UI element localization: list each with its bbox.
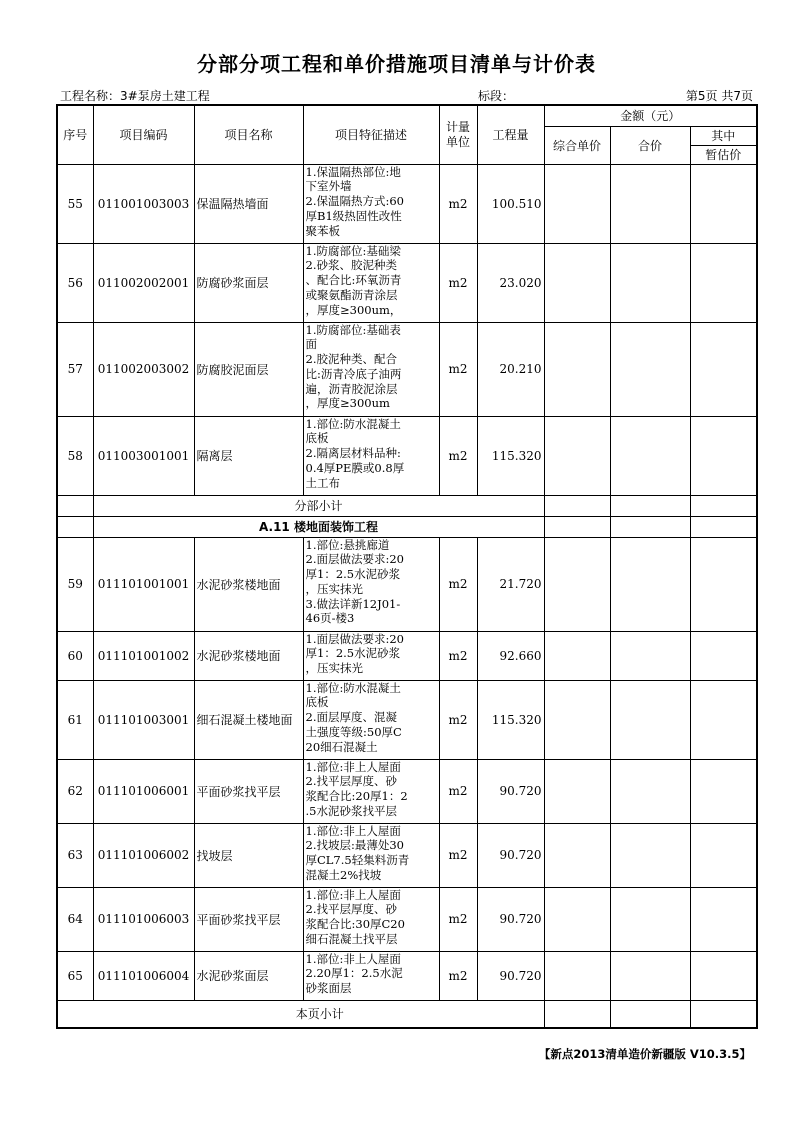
cell-code: 011003001001 <box>93 416 194 495</box>
cell-provisional <box>690 951 757 1000</box>
cell-desc <box>303 164 439 243</box>
table-row <box>57 164 757 243</box>
desc-line: 土工布 <box>305 475 340 490</box>
cell-seq: 64 <box>57 887 93 951</box>
cell-seq: 60 <box>57 631 93 680</box>
cell-total <box>610 951 690 1000</box>
cell-qty: 92.660 <box>477 631 544 680</box>
cell-qty: 115.320 <box>477 680 544 759</box>
cell-provisional <box>690 243 757 322</box>
desc-line: 、配合比:环氧沥青 <box>305 273 402 288</box>
desc-line: 1.面层做法要求:20 <box>305 631 404 646</box>
table-row <box>57 951 757 1000</box>
col-header-desc: 项目特征描述 <box>303 105 439 164</box>
cell-unit: m2 <box>439 416 477 495</box>
cell-name: 找坡层 <box>194 823 303 887</box>
software-footer: 【新点2013清单造价新疆版 V10.3.5】 <box>538 1047 751 1061</box>
cell-unit-price <box>544 416 610 495</box>
cell-provisional <box>690 631 757 680</box>
cell-provisional <box>690 680 757 759</box>
cell-provisional <box>690 322 757 416</box>
cell-provisional <box>690 164 757 243</box>
desc-line: 2.找平层厚度、砂 <box>305 774 397 789</box>
desc-line: 2.胶泥种类、配合 <box>305 352 397 367</box>
cell-unit: m2 <box>439 322 477 416</box>
cell-unit: m2 <box>439 951 477 1000</box>
desc-line: 1.保温隔热部位:地 <box>305 164 401 179</box>
cell-provisional <box>690 537 757 631</box>
cell-code: 011002002001 <box>93 243 194 322</box>
col-header-qty: 工程量 <box>477 105 544 164</box>
cell-desc <box>303 243 439 322</box>
project-name: 工程名称：3#泵房土建工程 <box>60 89 210 103</box>
table-body-part2 <box>57 537 757 1000</box>
cell-code: 011101006003 <box>93 887 194 951</box>
cell-code: 011101003001 <box>93 680 194 759</box>
section-header-label: A.11 楼地面装饰工程 <box>93 516 544 537</box>
cell-name: 水泥砂浆楼地面 <box>194 631 303 680</box>
desc-line: 46页-楼3 <box>305 611 355 626</box>
table-row <box>57 887 757 951</box>
cell-name: 水泥砂浆面层 <box>194 951 303 1000</box>
cell-total <box>610 537 690 631</box>
table-row <box>57 243 757 322</box>
cell-unit-price <box>544 164 610 243</box>
table-row <box>57 416 757 495</box>
cell-code: 011001003003 <box>93 164 194 243</box>
cell-desc <box>303 759 439 823</box>
desc-line: 遍，沥青胶泥涂层 <box>305 381 398 396</box>
desc-line: 1.部位:防水混凝土 <box>305 680 401 695</box>
cell-desc <box>303 887 439 951</box>
desc-line: .5水泥砂浆找平层 <box>305 803 397 818</box>
page-subtotal-label: 本页小计 <box>57 1000 544 1028</box>
col-header-seq: 序号 <box>57 105 93 164</box>
page-title: 分部分项工程和单价措施项目清单与计价表 <box>197 52 596 76</box>
desc-line: 厚1：2.5水泥砂浆 <box>305 646 401 661</box>
cell-unit-price <box>544 680 610 759</box>
cell-code: 011101001001 <box>93 537 194 631</box>
cell-name: 细石混凝土楼地面 <box>194 680 303 759</box>
cell-desc <box>303 680 439 759</box>
col-header-code: 项目编码 <box>93 105 194 164</box>
desc-line: ，厚度≥300um <box>305 396 390 411</box>
desc-line: 1.部位:非上人屋面 <box>305 951 401 966</box>
desc-line: 浆配合比:20厚1：2 <box>305 789 408 804</box>
cell-code: 011002003002 <box>93 322 194 416</box>
desc-line: 2.找坡层:最薄处30 <box>305 838 404 853</box>
cell-qty: 21.720 <box>477 537 544 631</box>
desc-line: 2.面层厚度、混凝 <box>305 710 397 725</box>
desc-line: 2.找平层厚度、砂 <box>305 902 397 917</box>
cell-code: 011101006004 <box>93 951 194 1000</box>
desc-line: 混凝土2%找坡 <box>305 867 382 882</box>
cell-total <box>610 631 690 680</box>
cell-desc <box>303 322 439 416</box>
cell-desc <box>303 951 439 1000</box>
desc-line: 0.4厚PE膜或0.8厚 <box>305 460 405 475</box>
section-label: 标段： <box>478 89 515 103</box>
cell-seq: 61 <box>57 680 93 759</box>
cell-seq: 58 <box>57 416 93 495</box>
desc-line: 厚CL7.5轻集料沥青 <box>305 853 410 868</box>
cell-qty: 115.320 <box>477 416 544 495</box>
cell-seq: 57 <box>57 322 93 416</box>
cell-total <box>610 680 690 759</box>
desc-line: 底板 <box>305 695 329 710</box>
cell-unit-price <box>544 537 610 631</box>
col-header-unit-price: 综合单价 <box>544 126 610 164</box>
table-row <box>57 823 757 887</box>
desc-line: 砂浆面层 <box>305 981 352 996</box>
desc-line: 比:沥青冷底子油两 <box>305 366 402 381</box>
desc-line: 2.保温隔热方式:60 <box>305 194 404 209</box>
desc-line: 1.防腐部位:基础梁 <box>305 243 401 258</box>
col-header-amount: 金额（元） <box>544 105 757 126</box>
cell-unit: m2 <box>439 164 477 243</box>
desc-line: 2.20厚1：2.5水泥 <box>305 966 403 981</box>
subtotal-row <box>57 495 757 516</box>
cell-desc <box>303 416 439 495</box>
cell-unit-price <box>544 759 610 823</box>
desc-line: 1.部位:防水混凝土 <box>305 416 401 431</box>
cell-unit-price <box>544 951 610 1000</box>
cell-seq: 56 <box>57 243 93 322</box>
cell-unit: m2 <box>439 887 477 951</box>
cell-qty: 90.720 <box>477 759 544 823</box>
cell-code: 011101001002 <box>93 631 194 680</box>
cell-name: 隔离层 <box>194 416 303 495</box>
desc-line: 2.隔离层材料品种: <box>305 446 401 461</box>
table-row <box>57 680 757 759</box>
cell-name: 平面砂浆找平层 <box>194 759 303 823</box>
desc-line: 底板 <box>305 431 329 446</box>
cell-total <box>610 823 690 887</box>
cell-provisional <box>690 416 757 495</box>
cell-name: 防腐砂浆面层 <box>194 243 303 322</box>
table-row <box>57 759 757 823</box>
cell-seq: 62 <box>57 759 93 823</box>
col-header-total: 合价 <box>610 126 690 164</box>
subtotal-section <box>57 495 757 537</box>
table-row <box>57 631 757 680</box>
cell-code: 011101006001 <box>93 759 194 823</box>
cell-total <box>610 164 690 243</box>
cell-unit: m2 <box>439 243 477 322</box>
desc-line: 浆配合比:30厚C20 <box>305 917 405 932</box>
cell-qty: 100.510 <box>477 164 544 243</box>
cell-name: 平面砂浆找平层 <box>194 887 303 951</box>
cell-qty: 20.210 <box>477 322 544 416</box>
cell-code: 011101006002 <box>93 823 194 887</box>
cell-qty: 90.720 <box>477 887 544 951</box>
cell-unit: m2 <box>439 680 477 759</box>
desc-line: ，压实抹光 <box>305 581 363 596</box>
col-header-of-which: 其中 <box>690 126 757 145</box>
cell-seq: 55 <box>57 164 93 243</box>
cell-qty: 90.720 <box>477 823 544 887</box>
cell-seq: 59 <box>57 537 93 631</box>
bill-of-quantities-table <box>56 104 758 1029</box>
cell-provisional <box>690 823 757 887</box>
cell-unit: m2 <box>439 537 477 631</box>
section-header-row <box>57 516 757 537</box>
cell-total <box>610 887 690 951</box>
desc-line: ，压实抹光 <box>305 661 363 676</box>
table-row <box>57 322 757 416</box>
cell-desc <box>303 537 439 631</box>
desc-line: 1.部位:非上人屋面 <box>305 823 401 838</box>
cell-unit-price <box>544 322 610 416</box>
col-header-unit: 计量单位 <box>439 105 477 164</box>
cell-total <box>610 759 690 823</box>
cell-unit-price <box>544 887 610 951</box>
desc-line: 细石混凝土找平层 <box>305 931 398 946</box>
cell-unit-price <box>544 631 610 680</box>
cell-total <box>610 416 690 495</box>
cell-unit: m2 <box>439 631 477 680</box>
subtotal-label: 分部小计 <box>93 495 544 516</box>
desc-line: 3.做法详新12J01- <box>305 596 401 611</box>
cell-total <box>610 322 690 416</box>
desc-line: 1.部位:非上人屋面 <box>305 759 401 774</box>
cell-name: 水泥砂浆楼地面 <box>194 537 303 631</box>
cell-unit: m2 <box>439 823 477 887</box>
desc-line: 面 <box>305 337 317 352</box>
cell-name: 保温隔热墙面 <box>194 164 303 243</box>
desc-line: 土强度等级:50厚C <box>305 724 402 739</box>
cell-provisional <box>690 759 757 823</box>
page-subtotal-row <box>57 1000 757 1028</box>
desc-line: 1.防腐部位:基础表 <box>305 322 401 337</box>
cell-unit-price <box>544 823 610 887</box>
desc-line: 2.面层做法要求:20 <box>305 552 404 567</box>
col-header-provisional: 暂估价 <box>690 145 757 164</box>
desc-line: 下室外墙 <box>305 179 352 194</box>
cell-name: 防腐胶泥面层 <box>194 322 303 416</box>
cell-seq: 63 <box>57 823 93 887</box>
cell-unit: m2 <box>439 759 477 823</box>
desc-line: ，厚度≥300um， <box>305 302 402 317</box>
page-indicator: 第5页 共7页 <box>685 89 753 103</box>
table-row <box>57 537 757 631</box>
desc-line: 1.部位:非上人屋面 <box>305 887 401 902</box>
table-body-part1 <box>57 164 757 495</box>
cell-seq: 65 <box>57 951 93 1000</box>
desc-line: 1.部位:悬挑廊道 <box>305 537 390 552</box>
cell-total <box>610 243 690 322</box>
desc-line: 厚1：2.5水泥砂浆 <box>305 567 401 582</box>
cell-unit-price <box>544 243 610 322</box>
desc-line: 或聚氨酯沥青涂层 <box>305 287 398 302</box>
desc-line: 厚B1级热固性改性 <box>305 208 402 223</box>
cell-desc <box>303 823 439 887</box>
desc-line: 聚苯板 <box>305 223 340 238</box>
cell-qty: 90.720 <box>477 951 544 1000</box>
cell-qty: 23.020 <box>477 243 544 322</box>
page-subtotal-section <box>57 1000 757 1028</box>
cell-provisional <box>690 887 757 951</box>
cell-desc <box>303 631 439 680</box>
col-header-name: 项目名称 <box>194 105 303 164</box>
desc-line: 20细石混凝土 <box>305 739 378 754</box>
desc-line: 2.砂浆、胶泥种类 <box>305 258 397 273</box>
